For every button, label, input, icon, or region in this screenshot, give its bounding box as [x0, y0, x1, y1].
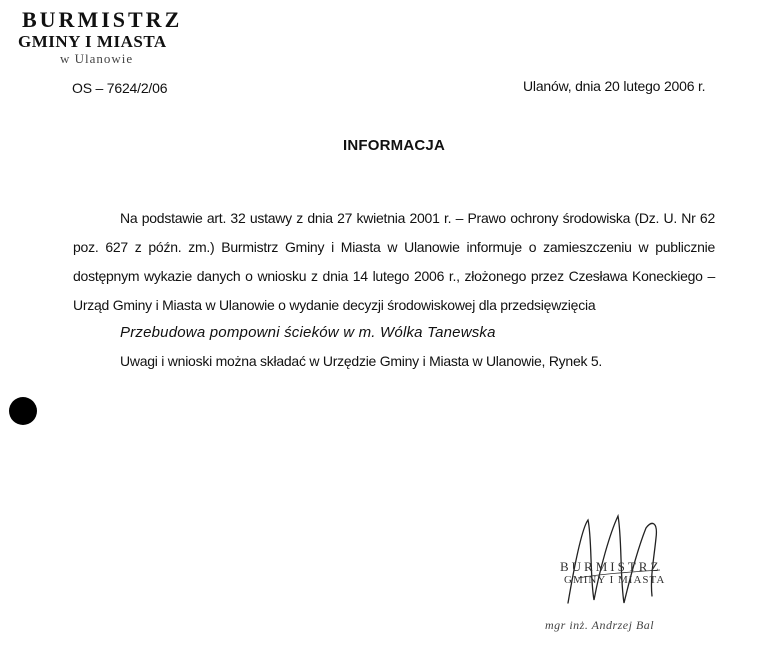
- reference-number: OS – 7624/2/06: [72, 80, 168, 96]
- body-paragraph-1-text: Na podstawie art. 32 ustawy z dnia 27 kwietnia 2001 r. – Prawo ochrony środowiska (Dz. U. Nr 62 poz. 627 z późn. zm.) Burmistrz Gminy i Miasta w Ulanowie informuje o zamieszczeniu w publicznie dostępnym wykazie danych o wniosku z dnia 14 lutego 2006 r., złożonego przez Czesława Koneckiego – Urząd Gminy i Miasta w Ulanowie o wydanie decyzji środowiskowej dla przedsięwzięcia: [73, 210, 715, 313]
- body-paragraph-2: Uwagi i wnioski można składać w Urzędzie Gminy i Miasta w Ulanowie, Rynek 5.: [120, 353, 603, 369]
- stamp-subtitle: GMINY I MIASTA: [564, 574, 666, 586]
- signatory-name: mgr inż. Andrzej Bal: [545, 618, 655, 632]
- letterhead: [18, 8, 182, 66]
- letterhead-title: BURMISTRZ: [22, 7, 183, 32]
- body-paragraph-1: [73, 204, 715, 345]
- official-stamp: [560, 560, 665, 587]
- punch-hole-dot: [9, 397, 37, 425]
- stamp-title: BURMISTRZ: [560, 559, 662, 574]
- place-date: Ulanów, dnia 20 lutego 2006 r.: [523, 78, 706, 94]
- letterhead-subtitle: GMINY I MIASTA: [18, 32, 167, 51]
- document-title: INFORMACJA: [343, 137, 445, 154]
- project-name: Przebudowa pompowni ścieków w m. Wólka Tanewska: [120, 324, 496, 341]
- document-body: [73, 204, 715, 378]
- letterhead-location: w Ulanowie: [60, 51, 134, 66]
